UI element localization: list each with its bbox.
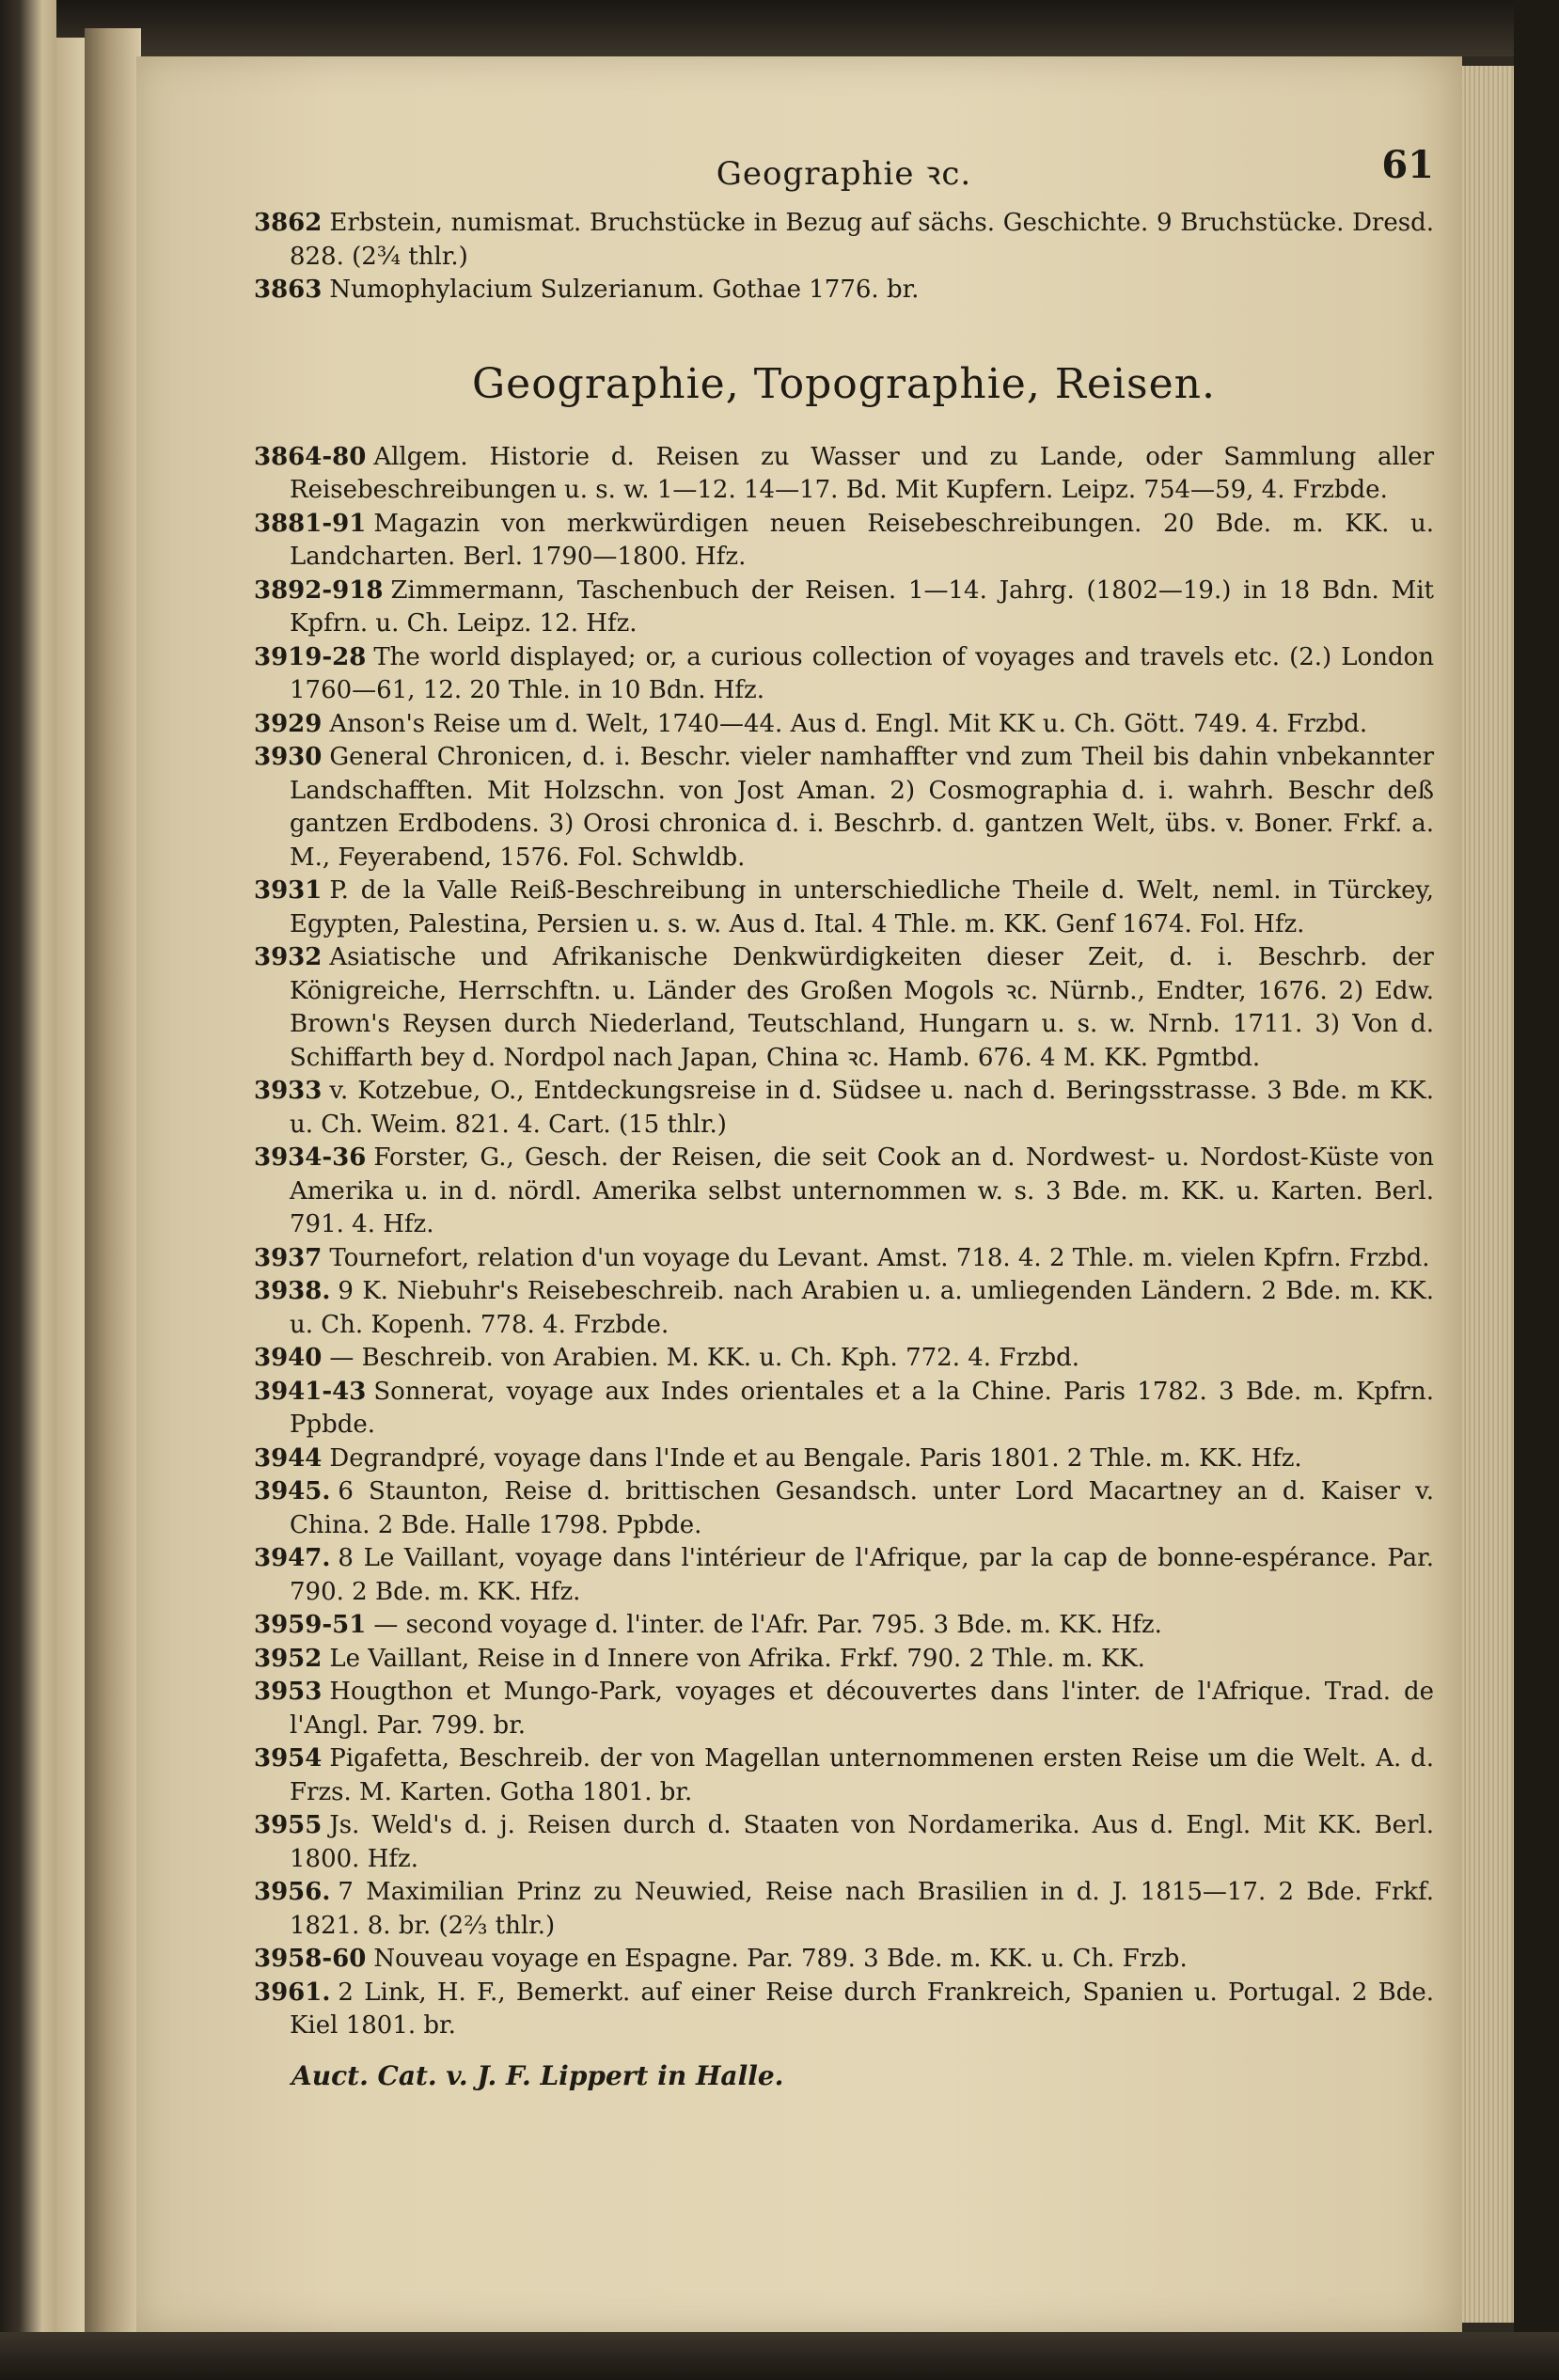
entry-number: 3954: [254, 1744, 323, 1773]
catalogue-entry: [254, 1542, 1434, 1609]
catalogue-entry: [254, 575, 1434, 641]
catalogue-entry: [254, 1442, 1434, 1476]
catalogue-entry: [254, 274, 1434, 307]
scan-bottom-border: [0, 2332, 1559, 2380]
entry-text: Js. Weld's d. j. Reisen durch d. Staaten von Nordamerika. Aus d. Engl. Mit KK. Berl. 1800. Hfz.: [290, 1811, 1434, 1873]
catalogue-entry: [254, 207, 1434, 274]
entry-text: Hougthon et Mungo-Park, voyages et découvertes dans l'inter. de l'Afrique. Trad. de l'Angl. Par. 799. br.: [290, 1678, 1434, 1740]
entry-text: Asiatische und Afrikanische Denkwürdigkeiten dieser Zeit, d. i. Beschrb. der Königreiche, Herrschftn. u. Länder des Großen Mogols ꝛc. Nürnb., Endter, 1676. 2) Edw. Brown's Reysen durch Niederland, Teutschland, Hungarn u. s. w. Nrnb. 1711. 3) Von d. Schiffarth bey d. Nordpol nach Japan, China ꝛc. Hamb. 676. 4 M. KK. Pgmtbd.: [290, 943, 1434, 1072]
entry-text: Degrandpré, voyage dans l'Inde et au Bengale. Paris 1801. 2 Thle. m. KK. Hfz.: [329, 1443, 1302, 1473]
catalogue-entry: [254, 941, 1434, 1075]
entry-text: — Beschreib. von Arabien. M. KK. u. Ch. Kph. 772. 4. Frzbd.: [329, 1344, 1080, 1372]
section-heading: Geographie, Topographie, Reisen.: [472, 359, 1216, 408]
entry-number: 3955: [254, 1811, 323, 1839]
page-edges-stack: [1462, 66, 1514, 2323]
entry-text: 7 Maximilian Prinz zu Neuwied, Reise nach Brasilien in d. J. 1815—17. 2 Bde. Frkf. 1821. 8. br. (2⅔ thlr.): [290, 1878, 1434, 1940]
catalogue-entry: [254, 1643, 1434, 1677]
catalogue-entry: [254, 1342, 1434, 1376]
running-title: Geographie ꝛc.: [716, 155, 972, 193]
catalogue-entry: [254, 1943, 1434, 1977]
entry-number: 3953: [254, 1678, 323, 1706]
entry-number: 3959-51: [254, 1611, 367, 1639]
entry-text: Pigafetta, Beschreib. der von Magellan unternommenen ersten Reise um die Welt. A. d. Frzs. M. Karten. Gotha 1801. br.: [290, 1744, 1434, 1806]
entry-text: Allgem. Historie d. Reisen zu Wasser und zu Lande, oder Sammlung aller Reisebeschreibungen u. s. w. 1—12. 14—17. Bd. Mit Kupfern. Leipz. 754—59, 4. Frzbde.: [290, 442, 1434, 504]
scan-left-border: [0, 0, 56, 2380]
entry-text: Magazin von merkwürdigen neuen Reisebeschreibungen. 20 Bde. m. KK. u. Landcharten. Berl. 1790—1800. Hfz.: [290, 509, 1434, 571]
catalogue-entry: [254, 708, 1434, 742]
catalogue-entry: [254, 1075, 1434, 1142]
entry-text: 2 Link, H. F., Bemerkt. auf einer Reise durch Frankreich, Spanien u. Portugal. 2 Bde. Kiel 1801. br.: [290, 1978, 1434, 2040]
entry-number: 3931: [254, 876, 323, 905]
entry-text: Erbstein, numismat. Bruchstücke in Bezug auf sächs. Geschichte. 9 Bruchstücke. Dresd. 828. (2¾ thlr.): [290, 209, 1434, 271]
entry-number: 3864-80: [254, 442, 367, 471]
catalogue-entry: [254, 1742, 1434, 1809]
entry-text: P. de la Valle Reiß-Beschreibung in unterschiedliche Theile d. Welt, neml. in Türckey, Egypten, Palestina, Persien u. s. w. Aus d. Ital. 4 Thle. m. KK. Genf 1674. Fol. Hfz.: [290, 876, 1434, 938]
entry-number: 3945.: [254, 1477, 331, 1505]
entry-number: 3929: [254, 709, 323, 738]
entry-number: 3919-28: [254, 642, 367, 671]
entry-number: 3933: [254, 1077, 323, 1105]
catalogue-entry: [254, 1242, 1434, 1276]
page-content: [254, 132, 1434, 2091]
entry-number: 3940: [254, 1344, 323, 1372]
entry-text: Le Vaillant, Reise in d Innere von Afrika. Frkf. 790. 2 Thle. m. KK.: [329, 1644, 1145, 1673]
catalogue-entry: [254, 1142, 1434, 1242]
catalogue-entry: [254, 441, 1434, 508]
entry-number: 3952: [254, 1644, 323, 1673]
book-page: [136, 56, 1462, 2332]
catalogue-entry: [254, 1977, 1434, 2043]
catalogue-entry: [254, 1809, 1434, 1876]
entry-number: 3932: [254, 943, 323, 971]
catalogue-entry: [254, 1376, 1434, 1442]
entry-number: 3958-60: [254, 1945, 367, 1973]
catalogue-entry: [254, 1876, 1434, 1943]
entry-text: Anson's Reise um d. Welt, 1740—44. Aus d. Engl. Mit KK u. Ch. Gött. 749. 4. Frzbd.: [329, 709, 1368, 738]
entry-text: 9 K. Niebuhr's Reisebeschreib. nach Arabien u. a. umliegenden Ländern. 2 Bde. m. KK. u. Ch. Kopenh. 778. 4. Frzbde.: [290, 1277, 1434, 1339]
entry-number: 3937: [254, 1243, 323, 1272]
entry-number: 3956.: [254, 1878, 331, 1906]
running-head: [254, 132, 1434, 207]
entries-top-list: [254, 207, 1434, 307]
entry-text: v. Kotzebue, O., Entdeckungsreise in d. Südsee u. nach d. Beringsstrasse. 3 Bde. m KK. u. Ch. Weim. 821. 4. Cart. (15 thlr.): [290, 1077, 1434, 1139]
catalogue-entry: [254, 875, 1434, 941]
entry-text: Zimmermann, Taschenbuch der Reisen. 1—14. Jahrg. (1802—19.) in 18 Bdn. Mit Kpfrn. u. Ch. Leipz. 12. Hfz.: [290, 575, 1434, 638]
entry-text: 6 Staunton, Reise d. brittischen Gesandsch. unter Lord Macartney an d. Kaiser v. China. 2 Bde. Halle 1798. Ppbde.: [290, 1477, 1434, 1539]
entry-number: 3961.: [254, 1978, 331, 2007]
entry-text: Sonnerat, voyage aux Indes orientales et a la Chine. Paris 1782. 3 Bde. m. Kpfrn. Ppbde.: [290, 1377, 1434, 1439]
entry-text: The world displayed; or, a curious collection of voyages and travels etc. (2.) London 1760—61, 12. 20 Thle. in 10 Bdn. Hfz.: [290, 642, 1434, 704]
catalogue-entry: [254, 741, 1434, 875]
entry-number: 3881-91: [254, 509, 367, 538]
scan-right-border: [1514, 0, 1559, 2380]
entry-text: Forster, G., Gesch. der Reisen, die seit Cook an d. Nordwest- u. Nordost-Küste von Amerika u. in d. nördl. Amerika selbst unternommen w. s. 3 Bde. m. KK. u. Karten. Berl. 791. 4. Hfz.: [290, 1143, 1434, 1238]
entry-text: Numophylacium Sulzerianum. Gothae 1776. br.: [329, 276, 920, 304]
scan-top-border: [0, 0, 1559, 56]
entry-text: General Chronicen, d. i. Beschr. vieler namhaffter vnd zum Theil bis dahin vnbekannter Landschafften. Mit Holzschn. von Jost Aman. 2) Cosmographia d. i. wahrh. Beschr deß gantzen Erdbodens. 3) Orosi chronica d. i. Beschrb. d. gantzen Welt, übs. v. Boner. Frkf. a. M., Feyerabend, 1576. Fol. Schwldb.: [290, 743, 1434, 872]
entry-text: Nouveau voyage en Espagne. Par. 789. 3 Bde. m. KK. u. Ch. Frzb.: [373, 1945, 1188, 1973]
catalogue-entry: [254, 508, 1434, 575]
catalogue-entry: [254, 1275, 1434, 1342]
entry-number: 3934-36: [254, 1143, 367, 1172]
page-number: 61: [1381, 143, 1434, 187]
entry-number: 3947.: [254, 1544, 331, 1572]
catalogue-entry: [254, 1609, 1434, 1643]
entry-text: Tournefort, relation d'un voyage du Levant. Amst. 718. 4. 2 Thle. m. vielen Kpfrn. Frzbd.: [329, 1243, 1430, 1272]
entry-number: 3944: [254, 1443, 323, 1473]
catalogue-footer: Auct. Cat. v. J. F. Lippert in Halle.: [291, 2059, 784, 2091]
entry-number: 3863: [254, 276, 323, 304]
entry-text: — second voyage d. l'inter. de l'Afr. Par. 795. 3 Bde. m. KK. Hfz.: [373, 1611, 1162, 1639]
entry-number: 3862: [254, 209, 323, 237]
entry-number: 3941-43: [254, 1377, 367, 1406]
entry-number: 3892-918: [254, 575, 384, 605]
entry-number: 3930: [254, 743, 323, 771]
facing-page-edge: [56, 38, 85, 2332]
book-gutter: [85, 28, 141, 2341]
entry-number: 3938.: [254, 1277, 331, 1305]
catalogue-entry: [254, 1475, 1434, 1542]
entries-main-list: [254, 441, 1434, 2043]
entry-text: 8 Le Vaillant, voyage dans l'intérieur de l'Afrique, par la cap de bonne-espérance. Par. 790. 2 Bde. m. KK. Hfz.: [290, 1544, 1434, 1606]
catalogue-entry: [254, 641, 1434, 708]
catalogue-entry: [254, 1676, 1434, 1742]
